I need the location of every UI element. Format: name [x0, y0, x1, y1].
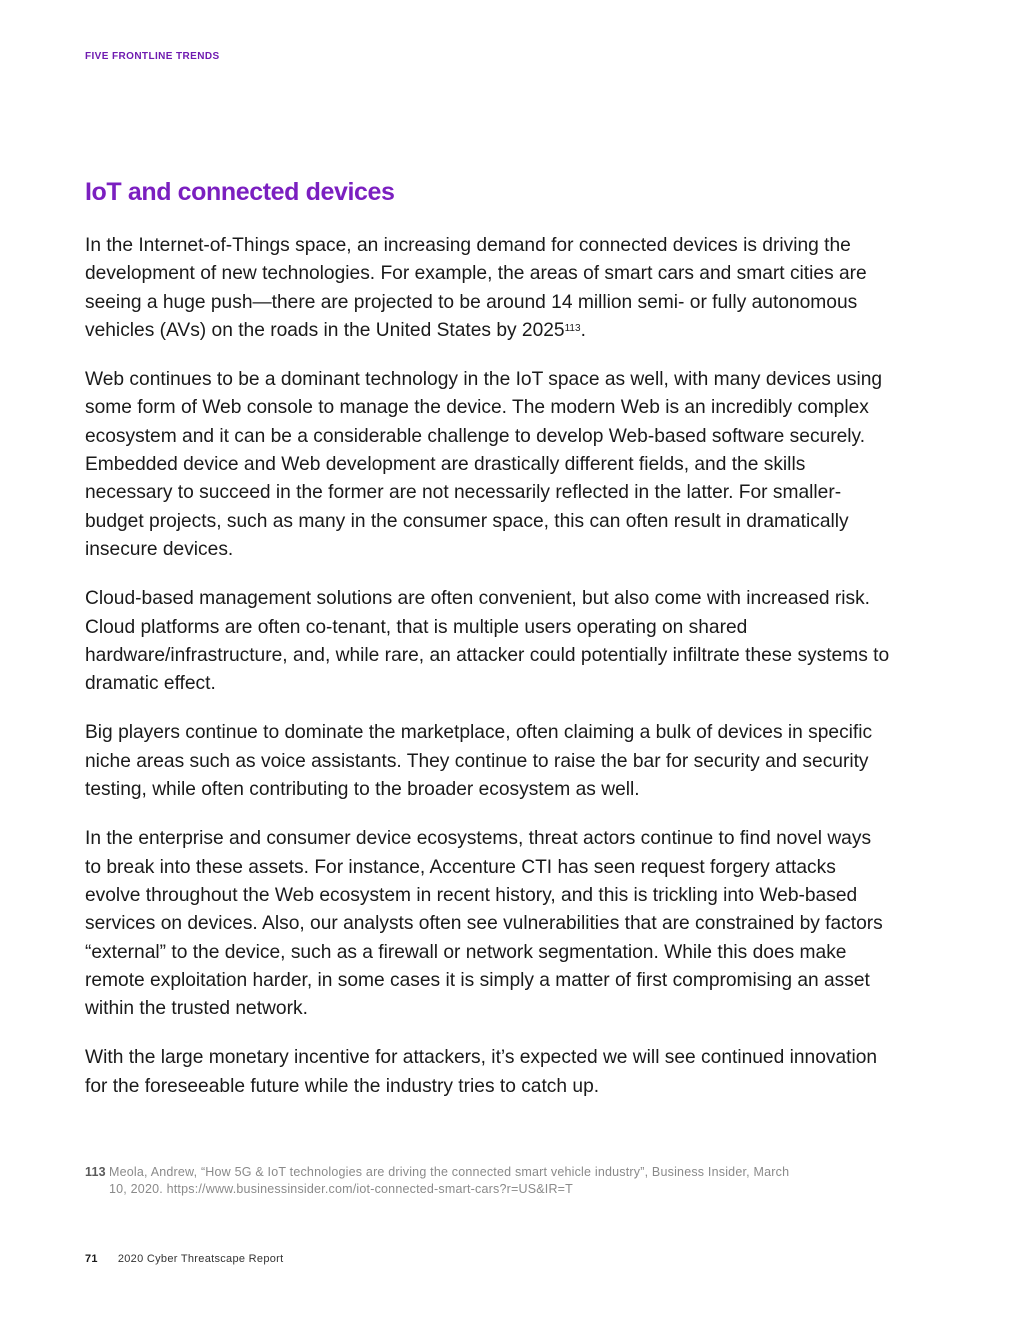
paragraph-1: [85, 232, 890, 345]
paragraph-4: Big players continue to dominate the marketplace, often claiming a bulk of devices in specific niche areas such as voice assistants. They continue to raise the bar for security and security testing, while often contributing to the broader ecosystem as well.: [85, 722, 873, 801]
footnote-ref-113[interactable]: 113: [564, 322, 581, 334]
paragraph-6: With the large monetary incentive for attackers, it’s expected we will see continued innovation for the foreseeable future while the industry tries to catch up.: [85, 1047, 878, 1097]
paragraph-1-text: In the Internet-of-Things space, an increasing demand for connected devices is driving the development of new technologies. For example, the areas of smart cars and smart cities are seeing a huge push—there are projected to be around 14 million semi- or fully autonomous vehicles (AVs) on the roads in the United States by 2025: [85, 235, 867, 341]
page-title: IoT and connected devices: [85, 178, 395, 206]
section-label: FIVE FRONTLINE TRENDS: [85, 51, 220, 62]
footnote: [85, 1164, 805, 1198]
paragraph-5: In the enterprise and consumer device ecosystems, threat actors continue to find novel ways to break into these assets. For instance, Accenture CTI has seen request forgery attacks evolve throughout the Web ecosystem in recent history, and this is trickling into Web-based services on devices. Also, our analysts often see vulnerabilities that are constrained by factors “external” to the device, such as a firewall or network segmentation. While this does make remote exploitation harder, in some cases it is simply a matter of first compromising an asset within the trusted network.: [85, 828, 883, 1020]
footnote-text: Meola, Andrew, “How 5G & IoT technologies are driving the connected smart vehicle industry”, Business Insider, March 10, 2020. https://www.businessinsider.com/iot-connected-smart-cars?r=US&IR=T: [109, 1165, 790, 1196]
page-number: 71: [85, 1253, 98, 1265]
article-body: [85, 232, 890, 1122]
report-title: 2020 Cyber Threatscape Report: [117, 1253, 284, 1265]
paragraph-3: Cloud-based management solutions are often convenient, but also come with increased risk. Cloud platforms are often co-tenant, that is multiple users operating on shared hardware/infrastructure, and, while rare, an attacker could potentially infiltrate these systems to dramatic effect.: [85, 588, 890, 695]
paragraph-1-tail: .: [580, 319, 586, 341]
paragraph-2: Web continues to be a dominant technology in the IoT space as well, with many devices using some form of Web console to manage the device. The modern Web is an incredibly complex ecosystem and it can be a considerable challenge to develop Web-based software securely. Embedded device and Web development are drastically different fields, and the skills necessary to succeed in the former are not necessarily reflected in the latter. For smaller-budget projects, such as many in the consumer space, this can often result in dramatically insecure devices.: [85, 369, 883, 560]
page-footer: [85, 1253, 284, 1265]
footnote-number: 113: [85, 1165, 106, 1179]
